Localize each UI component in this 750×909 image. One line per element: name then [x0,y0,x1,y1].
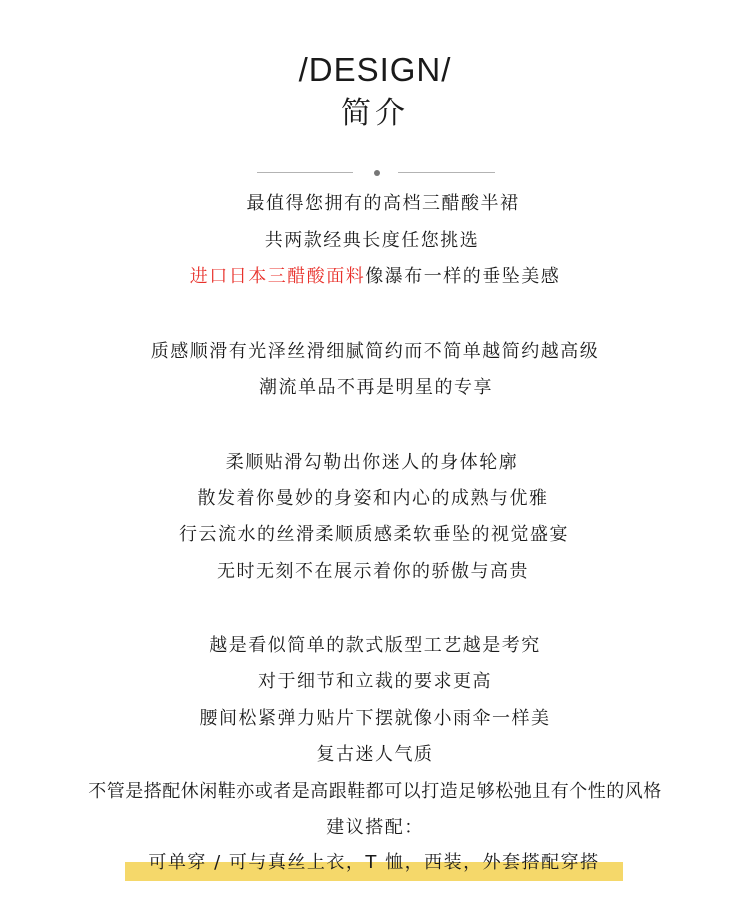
intro-line: 最值得您拥有的高档三醋酸半裙 [246,193,520,214]
imported-fabric-text: 进口日本三醋酸面料 [189,266,366,287]
intro-line: 共两款经典长度任您挑选 [264,230,480,251]
intro-line: 散发着你曼妙的身姿和内心的成熟与优雅 [197,488,549,509]
section-title-en: /DESIGN/ [298,51,452,88]
intro-line: 腰间松紧弹力贴片下摆就像小雨伞一样美 [199,708,551,729]
styling-suggestion [125,848,623,882]
intro-line: 越是看似简单的款式版型工艺越是考究 [209,635,541,656]
styling-label: 建议搭配： [326,817,424,838]
section-title-zh: 简介 [341,96,409,131]
intro-line: 复古迷人气质 [316,744,434,765]
divider-dot [374,170,380,176]
intro-line: 不管是搭配休闲鞋亦或者是高跟鞋都可以打造足够松弛且有个性的风格 [88,781,662,802]
intro-line: 对于细节和立裁的要求更高 [258,671,492,692]
divider-right-line [398,172,495,173]
styling-suggestion-text: 可单穿 / 可与真丝上衣，T 恤，西装，外套搭配穿搭 [148,852,600,873]
intro-line: 质感顺滑有光泽丝滑细腻简约而不简单越简约越高级 [150,341,600,362]
intro-line: 潮流单品不再是明星的专享 [259,377,493,398]
divider-left-line [257,172,353,173]
intro-line: 无时无刻不在展示着你的骄傲与高贵 [217,561,529,582]
drape-text: 像瀑布一样的垂坠美感 [365,266,561,287]
intro-line: 柔顺贴滑勾勒出你迷人的身体轮廓 [225,452,519,473]
intro-line: 行云流水的丝滑柔顺质感柔软垂坠的视觉盛宴 [179,524,569,545]
intro-line-highlighted [0,264,750,290]
